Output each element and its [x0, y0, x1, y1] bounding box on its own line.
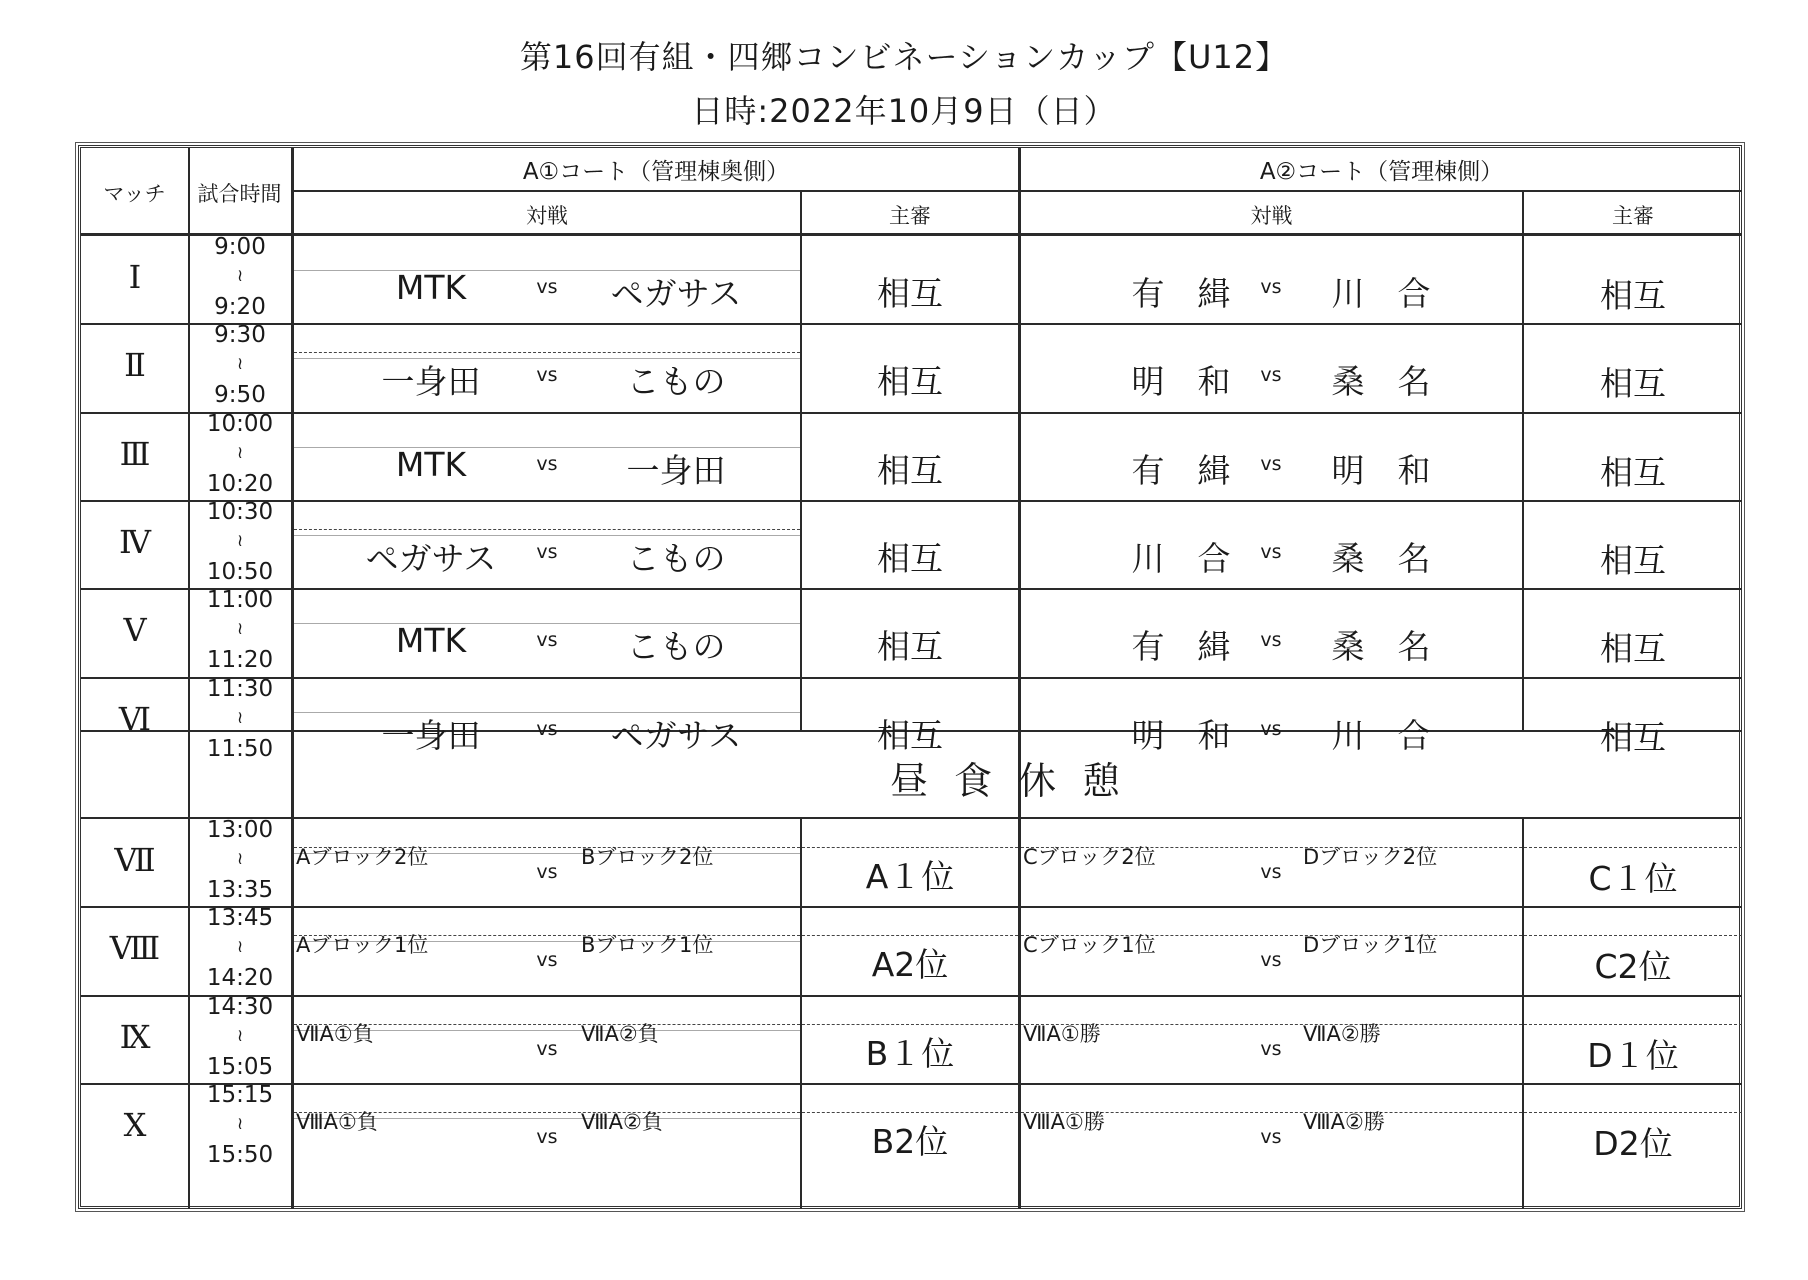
match-end-time: 10:50: [206, 558, 274, 585]
vs-label-a1: vs: [536, 1037, 558, 1060]
match-number: Ⅶ: [114, 841, 156, 879]
team-home-a2: ⅦA①勝: [1023, 1021, 1101, 1046]
time-separator: ≀: [236, 619, 244, 640]
col-divider-courts: [1018, 148, 1021, 1209]
referee-a2: C2位: [1594, 947, 1672, 987]
referee-a2: D１位: [1587, 1035, 1679, 1075]
time-separator: ≀: [236, 442, 244, 463]
vs-label-a1: vs: [536, 276, 558, 298]
team-home-a1: ペガサス: [365, 538, 497, 578]
team-home-a2: Cブロック1位: [1023, 933, 1156, 958]
referee-a2: 相互: [1600, 452, 1666, 492]
header-vs-a2: 対戦: [1250, 204, 1293, 228]
team-home-a1: MTK: [395, 268, 467, 307]
team-away-a2: Dブロック1位: [1303, 933, 1438, 958]
vs-label-a2: vs: [1260, 1125, 1282, 1148]
row-divider: [81, 323, 1742, 325]
referee-a1: 相互: [877, 538, 943, 578]
row-dashed-line: [802, 847, 1018, 848]
vs-label-a2: vs: [1260, 861, 1282, 883]
team-away-a1: こもの: [626, 362, 726, 402]
vs-label-a1: vs: [536, 861, 558, 883]
referee-a2: 相互: [1600, 629, 1666, 669]
match-number: Ⅱ: [124, 346, 146, 385]
team-home-a1: ⅧA①負: [296, 1109, 378, 1134]
referee-a1: B2位: [871, 1121, 949, 1161]
row-dashed-line: [802, 935, 1018, 936]
team-away-a2: 桑 名: [1331, 627, 1431, 667]
row-dashed-line: [294, 529, 800, 530]
team-home-a2: ⅧA①勝: [1023, 1109, 1105, 1134]
team-away-a2: 川 合: [1331, 274, 1431, 313]
time-separator: ≀: [236, 354, 244, 375]
team-home-a2: 有 緝: [1131, 450, 1231, 490]
row-dashed-line: [1524, 1112, 1742, 1113]
row-divider: [81, 1083, 1742, 1085]
event-datetime: 日時:2022年10月9日（日）: [691, 92, 1117, 130]
team-away-a2: 川 合: [1331, 715, 1431, 755]
team-away-a2: ⅧA②勝: [1303, 1109, 1385, 1134]
row-divider: [81, 500, 1742, 502]
header-bottom-border: [81, 233, 1742, 236]
row-divider: [81, 906, 1742, 908]
match-number: Ⅸ: [119, 1017, 151, 1056]
row-divider: [81, 588, 1742, 590]
referee-a1: 相互: [877, 715, 943, 755]
match-number: Ⅴ: [123, 611, 147, 650]
team-home-a2: 明 和: [1131, 362, 1231, 402]
vs-label-a2: vs: [1260, 540, 1282, 563]
team-home-a2: 川 合: [1131, 538, 1231, 578]
vs-label-a1: vs: [536, 1125, 558, 1148]
referee-a1: 相互: [877, 450, 943, 490]
match-end-time: 15:05: [206, 1053, 274, 1080]
referee-a2: 相互: [1600, 540, 1666, 580]
match-start-time: 9:30: [214, 322, 266, 349]
vs-label-a1: vs: [536, 629, 558, 652]
match-end-time: 9:20: [214, 294, 266, 320]
time-separator: ≀: [236, 530, 244, 551]
referee-a1: A2位: [871, 945, 949, 985]
match-number: Ⅷ: [109, 929, 161, 968]
match-number: Ⅳ: [119, 522, 151, 561]
vs-label-a2: vs: [1260, 364, 1282, 387]
row-dashed-line: [1524, 1024, 1742, 1025]
referee-a1: B１位: [865, 1033, 955, 1073]
header-divider: [291, 190, 1742, 192]
team-away-a2: 桑 名: [1331, 538, 1431, 578]
row-dashed-line: [294, 352, 800, 353]
team-away-a2: ⅦA②勝: [1303, 1021, 1381, 1046]
vs-label-a2: vs: [1260, 717, 1282, 740]
header-vs-a1: 対戦: [526, 204, 568, 228]
header-ref-a1: 主審: [889, 204, 931, 228]
referee-a1: 相互: [877, 274, 943, 313]
match-start-time: 15:15: [206, 1081, 274, 1108]
header-ref-a2: 主審: [1612, 204, 1654, 228]
time-separator: ≀: [236, 1025, 244, 1046]
team-away-a1: ⅦA②負: [581, 1021, 659, 1046]
team-away-a1: Bブロック1位: [581, 933, 714, 958]
match-number: Ⅲ: [119, 434, 151, 473]
vs-label-a1: vs: [536, 364, 558, 387]
match-end-time: 15:50: [206, 1141, 274, 1168]
row-divider: [81, 412, 1742, 414]
time-separator: ≀: [236, 1113, 244, 1134]
match-start-time: 13:00: [206, 817, 274, 843]
match-end-time: 14:20: [206, 965, 274, 992]
vs-label-a1: vs: [536, 717, 558, 740]
match-start-time: 11:30: [206, 675, 274, 702]
page-title: 第16回有組・四郷コンビネーションカップ【U12】: [519, 38, 1289, 76]
team-home-a1: ⅦA①負: [296, 1021, 374, 1046]
header-court-a2: A②コート（管理棟側）: [1259, 159, 1504, 185]
team-home-a1: Aブロック1位: [296, 933, 429, 958]
referee-a1: A１位: [865, 857, 955, 896]
row-dashed-line: [1524, 935, 1742, 936]
match-number: Ⅵ: [118, 699, 152, 738]
team-away-a1: ペガサス: [610, 715, 742, 755]
vs-label-a1: vs: [536, 540, 558, 563]
header-court-a1: A①コート（管理棟奥側）: [522, 159, 790, 185]
time-separator: ≀: [236, 266, 244, 286]
team-away-a1: こもの: [626, 627, 726, 667]
team-home-a1: Aブロック2位: [296, 845, 429, 869]
referee-a2: 相互: [1600, 717, 1666, 757]
match-end-time: 11:50: [206, 735, 274, 762]
vs-label-a2: vs: [1260, 452, 1282, 475]
referee-a2: 相互: [1600, 364, 1666, 404]
team-home-a1: 一身田: [381, 715, 481, 755]
team-away-a1: ペガサス: [610, 274, 742, 313]
team-home-a2: 有 緝: [1131, 627, 1231, 667]
time-separator: ≀: [236, 707, 244, 728]
match-end-time: 13:35: [206, 877, 274, 903]
match-start-time: 10:00: [206, 410, 274, 437]
row-divider: [81, 995, 1742, 997]
row-divider: [81, 677, 1742, 679]
referee-a1: 相互: [877, 627, 943, 667]
row-dashed-line: [1524, 847, 1742, 848]
team-away-a1: ⅧA②負: [581, 1109, 663, 1134]
schedule-table: [78, 145, 1742, 1209]
vs-label-a1: vs: [536, 452, 558, 475]
match-end-time: 9:50: [214, 382, 266, 409]
referee-a2: 相互: [1600, 276, 1666, 315]
team-away-a1: Bブロック2位: [581, 845, 714, 869]
team-home-a2: 有 緝: [1131, 274, 1231, 313]
team-home-a2: 明 和: [1131, 715, 1231, 755]
vs-label-a1: vs: [536, 949, 558, 972]
match-end-time: 11:20: [206, 647, 274, 674]
match-number: Ⅹ: [123, 1105, 147, 1144]
team-away-a1: こもの: [626, 538, 726, 578]
header-match: マッチ: [103, 182, 166, 206]
team-away-a2: Dブロック2位: [1303, 845, 1438, 869]
team-away-a2: 明 和: [1331, 450, 1431, 490]
row-dashed-line: [802, 1112, 1018, 1113]
vs-label-a2: vs: [1260, 276, 1282, 298]
referee-a2: C１位: [1588, 859, 1678, 898]
vs-label-a2: vs: [1260, 629, 1282, 652]
vs-label-a2: vs: [1260, 949, 1282, 972]
team-away-a1: 一身田: [626, 450, 726, 490]
team-home-a1: 一身田: [381, 362, 481, 402]
row-dashed-line: [802, 1024, 1018, 1025]
match-start-time: 9:00: [214, 234, 266, 260]
match-end-time: 10:20: [206, 470, 274, 497]
team-home-a1: MTK: [395, 444, 467, 484]
vs-label-a2: vs: [1260, 1037, 1282, 1060]
header-time: 試合時間: [197, 182, 282, 206]
time-separator: ≀: [236, 937, 244, 958]
match-start-time: 11:00: [206, 587, 274, 614]
team-home-a1: MTK: [395, 621, 467, 661]
match-start-time: 14:30: [206, 993, 274, 1020]
referee-a2: D2位: [1593, 1123, 1673, 1163]
match-start-time: 10:30: [206, 498, 274, 525]
match-start-time: 13:45: [206, 905, 274, 932]
match-number: Ⅰ: [128, 258, 142, 296]
referee-a1: 相互: [877, 362, 943, 402]
team-away-a2: 桑 名: [1331, 362, 1431, 402]
team-home-a2: Cブロック2位: [1023, 845, 1156, 869]
lunch-break: 昼食休憩: [889, 759, 1146, 803]
time-separator: ≀: [236, 849, 244, 869]
row-divider: [81, 817, 1742, 819]
